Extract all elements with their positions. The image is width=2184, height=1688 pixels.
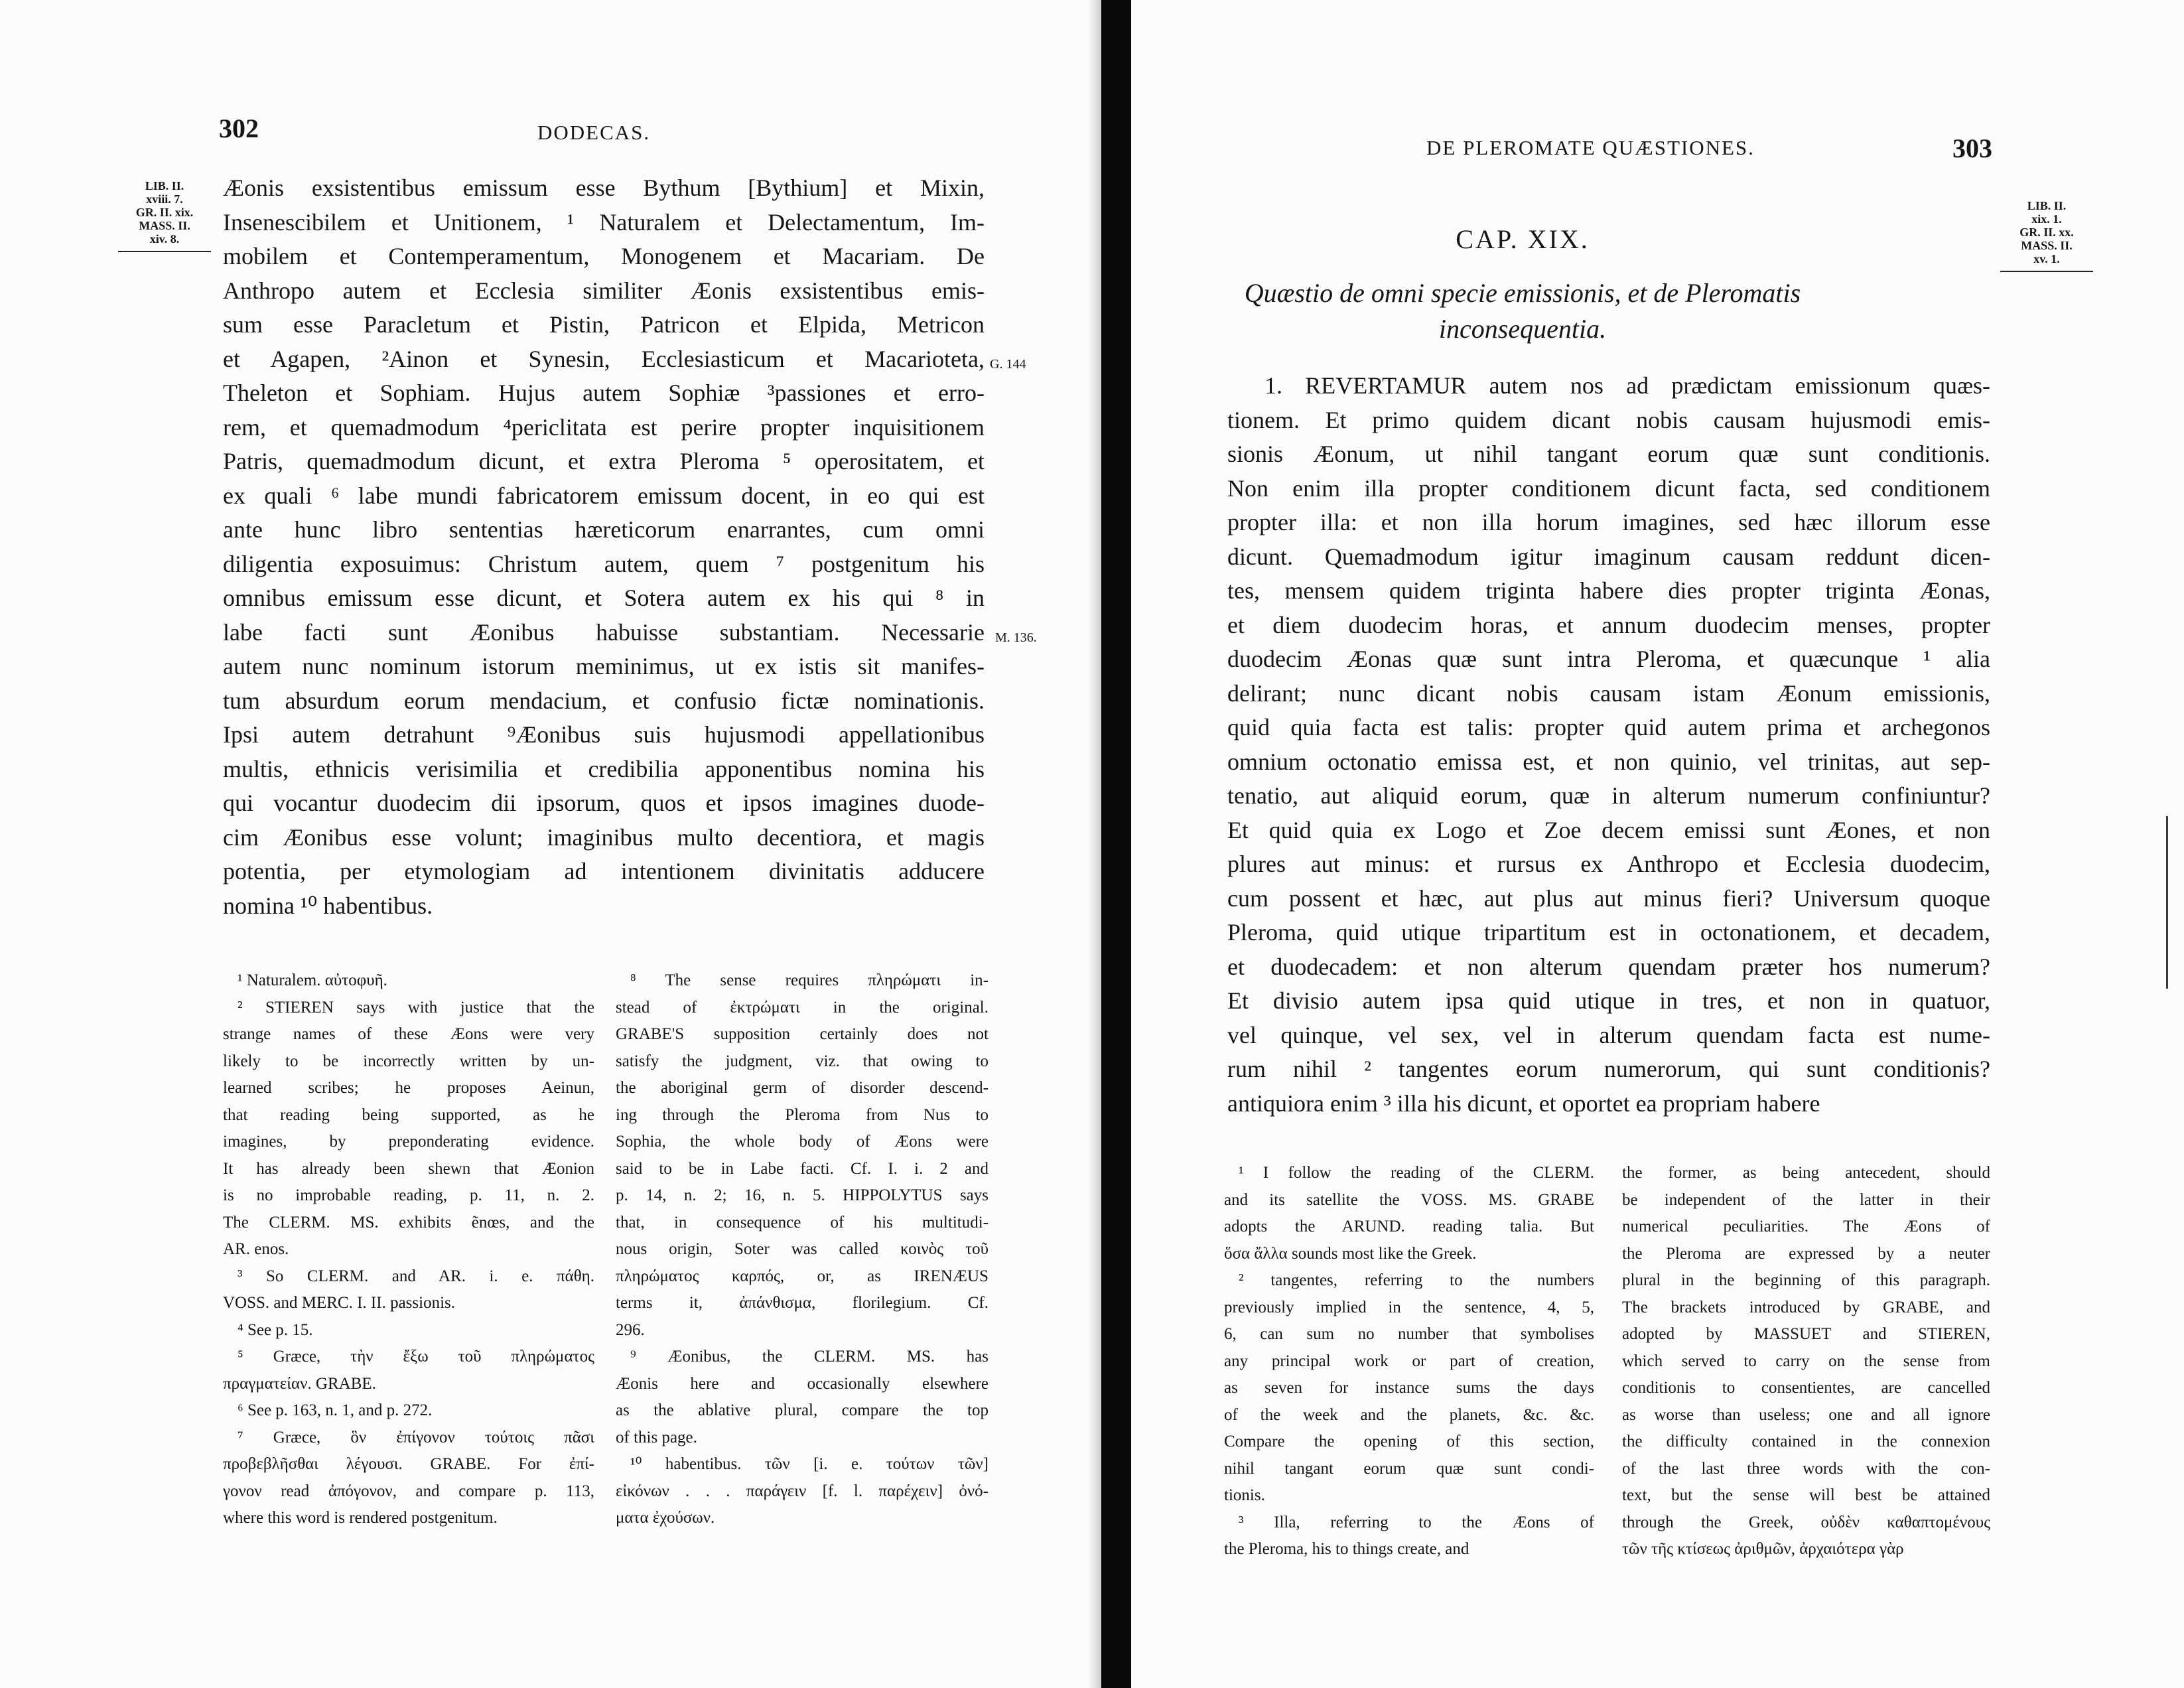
body-line: vel quinque, vel sex, vel in alterum quendam facta est nume-	[1227, 1021, 1990, 1048]
footnote-line: ² tangentes, referring to the numbers	[1239, 1271, 1594, 1289]
footnote-line: εἰκόνων . . . παράγειν [f. l. παρέχειν] ὀνό-	[616, 1482, 989, 1500]
footnote-line: which served to carry on the sense from	[1622, 1352, 1990, 1370]
footnote-line: AR. enos.	[223, 1240, 289, 1258]
body-line: cim Æonibus esse volunt; imaginibus multo decentiora, et magis	[223, 823, 985, 851]
footnote-line: terms it, ἀπάνθισμα, florilegium. Cf.	[616, 1294, 989, 1312]
footnote-line: adopts the ARUND. reading talia. But	[1224, 1218, 1594, 1235]
footnote-line: ⁹ Æonibus, the CLERM. MS. has	[630, 1348, 989, 1366]
body-line: sionis Æonum, ut nihil tangant eorum quæ sunt conditionis.	[1227, 441, 1990, 467]
margin-ref-line: GR. II. xx.	[2019, 226, 2074, 239]
subtitle-line: inconsequentia.	[1438, 314, 1607, 344]
left-footnotes-column-1	[223, 967, 594, 1532]
margin-rule	[2000, 271, 2093, 272]
footnote-line: ing through the Pleroma from Nus to	[616, 1105, 989, 1124]
left-margin-reference	[118, 179, 211, 252]
left-running-head: DODECAS.	[537, 121, 651, 144]
body-line: potentia, per etymologiam ad intentionem divinitatis adducere	[223, 858, 985, 884]
body-line: Non enim illa propter conditionem dicunt facta, sed conditionem	[1227, 474, 1990, 502]
margin-ref-line: MASS. II.	[139, 219, 190, 232]
footnote-line: 6, can sum no number that symbolises	[1224, 1325, 1594, 1343]
footnote-line: VOSS. and MERC. I. II. passionis.	[223, 1294, 456, 1312]
footnote-line: ³ So CLERM. and AR. i. e. πάθη.	[238, 1267, 594, 1285]
right-footnotes-column-2	[1622, 1160, 1990, 1563]
margin-ref-line: xviii. 7.	[146, 192, 183, 206]
footnote-line: as the ablative plural, compare the top	[616, 1401, 989, 1419]
footnote-line: ⁴ See p. 15.	[238, 1320, 313, 1339]
side-ref-g144: G. 144	[990, 357, 1026, 372]
footnote-line: numerical peculiarities. The Æons of	[1622, 1218, 1990, 1235]
footnote-line: likely to be incorrectly written by un-	[223, 1052, 594, 1070]
footnote-line: as seven for instance sums the days	[1224, 1379, 1594, 1397]
footnote-line: of this page.	[616, 1428, 697, 1446]
footnote-line: the aboriginal germ of disorder descend-	[616, 1079, 989, 1097]
body-line: quid quia facta est talis: propter quid autem prima et archegonos	[1227, 714, 1990, 740]
footnote-line: τῶν τῆς κτίσεως ἀριθμῶν, ἀρχαιότερα γὰρ	[1622, 1540, 1904, 1558]
body-line: delirant; nunc dicant nobis causam istam Æonum emissionis,	[1227, 679, 1990, 707]
footnote-line: p. 14, n. 2; 16, n. 5. HIPPOLYTUS says	[616, 1186, 989, 1204]
footnote-line: where this word is rendered postgenitum.	[223, 1509, 498, 1527]
subtitle-line: Quæstio de omni specie emissionis, et de Pleromatis	[1244, 278, 1801, 308]
footnote-line: The CLERM. MS. exhibits ẽnœs, and the	[223, 1213, 594, 1231]
footnote-line: πραγματείαν. GRABE.	[223, 1374, 376, 1393]
footnote-line: ὅσα ἄλλα sounds most like the Greek.	[1224, 1244, 1477, 1263]
margin-rule	[118, 251, 211, 252]
body-line: labe facti sunt Æonibus habuisse substantiam. Necessarie	[223, 618, 985, 646]
body-line: rem, et quemadmodum ⁴periclitata est perire propter inquisitionem	[223, 413, 985, 441]
footnote-line: adopted by MASSUET and STIEREN,	[1622, 1325, 1990, 1343]
footnote-line: πληρώματος καρπός, or, as IRENÆUS	[616, 1267, 989, 1285]
right-body-text	[1227, 369, 1990, 1121]
body-line: ex quali ⁶ labe mundi fabricatorem emissum docent, in eo qui est	[223, 482, 985, 509]
footnote-line: Sophia, the whole body of Æons were	[616, 1133, 989, 1151]
footnote-line: ¹ I follow the reading of the CLERM.	[1239, 1164, 1594, 1182]
footnote-line: any principal work or part of creation,	[1224, 1352, 1594, 1370]
body-line: qui vocantur duodecim dii ipsorum, quos et ipsos imagines duode-	[223, 790, 985, 816]
footnote-line: be independent of the latter in their	[1622, 1190, 1990, 1209]
footnote-line: previously implied in the sentence, 4, 5,	[1224, 1298, 1594, 1316]
footnote-line: stead of ἐκτρώματι in the original.	[616, 998, 989, 1017]
body-line: cum possent et hæc, aut plus aut minus fieri? Universum quoque	[1227, 884, 1990, 912]
footnote-line: ⁶ See p. 163, n. 1, and p. 272.	[238, 1401, 433, 1419]
body-line: et duodecadem: et non alterum quendam præter hos numerum?	[1227, 953, 1990, 980]
footnote-line: Æonis here and occasionally elsewhere	[616, 1374, 989, 1393]
gutter-shadow	[1088, 0, 1101, 1688]
margin-ref-line: LIB. II.	[145, 179, 184, 192]
footnote-line: ¹ Naturalem. αὐτοφυῆ.	[238, 971, 387, 989]
right-page-number: 303	[1952, 133, 1992, 163]
body-line: 1. REVERTAMUR autem nos ad prædictam emissionum quæs-	[1264, 372, 1990, 399]
footnote-line: tionis.	[1224, 1486, 1265, 1504]
footnote-line: of the last three words with the con-	[1622, 1459, 1990, 1478]
body-line: dicunt. Quemadmodum igitur imaginum causam reddunt dicen-	[1227, 543, 1990, 570]
footnote-line: through the Greek, οὐδὲν καθαπτομένους	[1622, 1513, 1990, 1531]
footnote-line: ¹⁰ habentibus. τῶν [i. e. τούτων τῶν]	[630, 1455, 989, 1473]
footnote-line: the Pleroma are expressed by a neuter	[1622, 1244, 1990, 1263]
body-line: Pleroma, quid utique tripartitum est in octonationem, et decadem,	[1227, 919, 1990, 946]
left-footnotes-column-2	[616, 967, 989, 1532]
footnote-line: is no improbable reading, p. 11, n. 2.	[223, 1186, 594, 1204]
side-ref-m136: M. 136.	[995, 630, 1037, 645]
footnote-line: ² STIEREN says with justice that the	[238, 998, 594, 1017]
footnote-line: nihil tangant eorum quæ sunt condi-	[1224, 1459, 1594, 1478]
body-line: Æonis exsistentibus emissum esse Bythum [Bythium] et Mixin,	[223, 175, 985, 201]
footnote-line: προβεβλῆσθαι λέγουσι. GRABE. For ἐπί-	[223, 1455, 594, 1473]
body-line: propter illa: et non illa horum imagines, sed hæc illorum esse	[1227, 509, 1990, 535]
body-line: duodecim Æonas quæ sunt intra Pleroma, et quæcunque ¹ alia	[1227, 646, 1990, 672]
footnote-line: learned scribes; he proposes Aeinun,	[223, 1079, 594, 1097]
body-line: Et divisio autem ipsa quid utique in tres, et non in quatuor,	[1227, 987, 1990, 1014]
book-gutter	[1101, 0, 1131, 1688]
body-line: mobilem et Contemperamentum, Monogenem et Macariam. De	[223, 243, 985, 269]
body-line: Theleton et Sophiam. Hujus autem Sophiæ ³passiones et erro-	[223, 380, 985, 406]
right-running-head: DE PLEROMATE QUÆSTIONES.	[1426, 136, 1755, 159]
body-line: tenatio, aut aliquid eorum, quæ in alterum numerum confiniuntur?	[1227, 782, 1990, 809]
body-line: multis, ethnicis verisimilia et credibilia apponentibus nomina his	[223, 755, 985, 782]
footnote-line: ⁷ Græce, ὃν ἐπίγονον τούτοις πᾶσι	[238, 1428, 594, 1446]
right-page	[1131, 0, 2184, 1688]
footnote-line: imagines, by preponderating evidence.	[223, 1133, 594, 1151]
margin-ref-line: xix. 1.	[2031, 212, 2062, 226]
footnote-line: ⁸ The sense requires πληρώματι in-	[630, 971, 989, 989]
margin-ref-line: xv. 1.	[2033, 252, 2060, 265]
body-line: Insenescibilem et Unitionem, ¹ Naturalem et Delectamentum, Im-	[223, 208, 985, 236]
margin-ref-line: LIB. II.	[2027, 199, 2067, 212]
body-line: Et quid quia ex Logo et Zoe decem emissi sunt Æones, et non	[1227, 816, 1990, 843]
footnote-line: satisfy the judgment, viz. that owing to	[616, 1052, 989, 1070]
left-page-number: 302	[219, 113, 259, 143]
body-line: nomina ¹⁰ habentibus.	[223, 892, 433, 919]
body-line: ante hunc libro sententias hæreticorum enarrantes, cum omni	[223, 516, 985, 543]
footnote-line: conditionis to consentientes, are cancelled	[1622, 1379, 1990, 1397]
footnote-line: ⁵ Græce, τὴν ἔξω τοῦ πληρώματος	[238, 1348, 594, 1366]
body-line: rum nihil ² tangentes eorum numerorum, qui sunt conditionis?	[1227, 1056, 1990, 1082]
body-line: diligentia exposuimus: Christum autem, quem ⁷ postgenitum his	[223, 550, 985, 577]
body-line: tes, mensem quidem triginta habere dies propter triginta Æonas,	[1227, 577, 1990, 604]
margin-ref-line: MASS. II.	[2021, 239, 2073, 252]
footnote-line: that reading being supported, as he	[223, 1105, 594, 1124]
footnote-line: nous origin, Soter was called κοινὸς τοῦ	[616, 1240, 989, 1258]
footnote-line: the Pleroma, his to things create, and	[1224, 1540, 1469, 1558]
footnote-line: GRABE'S supposition certainly does not	[616, 1025, 989, 1043]
chapter-heading: CAP. XIX.	[1456, 224, 1590, 254]
body-line: et Agapen, ²Ainon et Synesin, Ecclesiasticum et Macarioteta,	[223, 345, 985, 372]
footnote-line: ³ Illa, referring to the Æons of	[1239, 1513, 1594, 1531]
body-line: Ipsi autem detrahunt ⁹Æonibus suis hujusmodi appellationibus	[223, 721, 985, 748]
footnote-line: The brackets introduced by GRABE, and	[1622, 1298, 1990, 1316]
footnote-line: said to be in Labe facti. Cf. I. i. 2 and	[616, 1159, 989, 1178]
body-line: sum esse Paracletum et Pistin, Patricon et Elpida, Metricon	[223, 311, 985, 338]
footnote-line: the difficulty contained in the connexion	[1622, 1433, 1990, 1450]
footnote-line: γονον read ἀπόγονον, and compare p. 113,	[223, 1482, 594, 1500]
body-line: antiquiora enim ³ illa his dicunt, et oportet ea propriam habere	[1227, 1090, 1820, 1117]
footnote-line: that, in consequence of his multitudi-	[616, 1213, 989, 1231]
footnote-line: strange names of these Æons were very	[223, 1025, 594, 1043]
footnote-line: text, but the sense will best be attained	[1622, 1486, 1990, 1504]
body-line: omnibus emissum esse dicunt, et Sotera autem ex his qui ⁸ in	[223, 585, 985, 611]
margin-ref-line: xiv. 8.	[149, 232, 180, 246]
body-line: tionem. Et primo quidem dicant nobis causam hujusmodi emis-	[1227, 406, 1990, 433]
body-line: Patris, quemadmodum dicunt, et extra Pleroma ⁵ operositatem, et	[223, 448, 985, 474]
footnote-line: Compare the opening of this section,	[1224, 1433, 1594, 1450]
page-edge-mark	[2166, 816, 2168, 989]
body-line: omnium octonatio emissa est, et non quinio, vel trinitas, aut sep-	[1227, 748, 1990, 775]
body-line: Anthropo autem et Ecclesia similiter Æonis exsistentibus emis-	[223, 277, 985, 304]
footnote-line: as worse than useless; one and all ignore	[1622, 1405, 1990, 1424]
footnote-line: plural in the beginning of this paragraph.	[1622, 1271, 1990, 1289]
body-line: autem nunc nominum istorum meminimus, ut ex istis sit manifes-	[223, 653, 985, 679]
footnote-line: and its satellite the VOSS. MS. GRABE	[1224, 1190, 1594, 1209]
footnote-line: 296.	[616, 1320, 645, 1339]
body-line: tum absurdum eorum mendacium, et confusio fictæ nominationis.	[223, 687, 985, 714]
footnote-line: ματα ἐχούσων.	[616, 1509, 715, 1527]
footnote-line: It has already been shewn that Æonion	[223, 1159, 594, 1178]
margin-ref-line: GR. II. xix.	[135, 206, 194, 219]
footnote-line: of the week and the planets, &c. &c.	[1224, 1405, 1594, 1424]
right-footnotes-column-1	[1224, 1160, 1594, 1563]
chapter-subtitle	[1141, 275, 1904, 347]
left-body-text	[223, 171, 985, 923]
body-line: et diem duodecim horas, et annum duodecim menses, propter	[1227, 611, 1990, 638]
body-line: plures aut minus: et rursus ex Anthropo et Ecclesia duodecim,	[1227, 851, 1990, 877]
footnote-line: the former, as being antecedent, should	[1622, 1164, 1990, 1182]
right-margin-reference	[2000, 199, 2093, 272]
